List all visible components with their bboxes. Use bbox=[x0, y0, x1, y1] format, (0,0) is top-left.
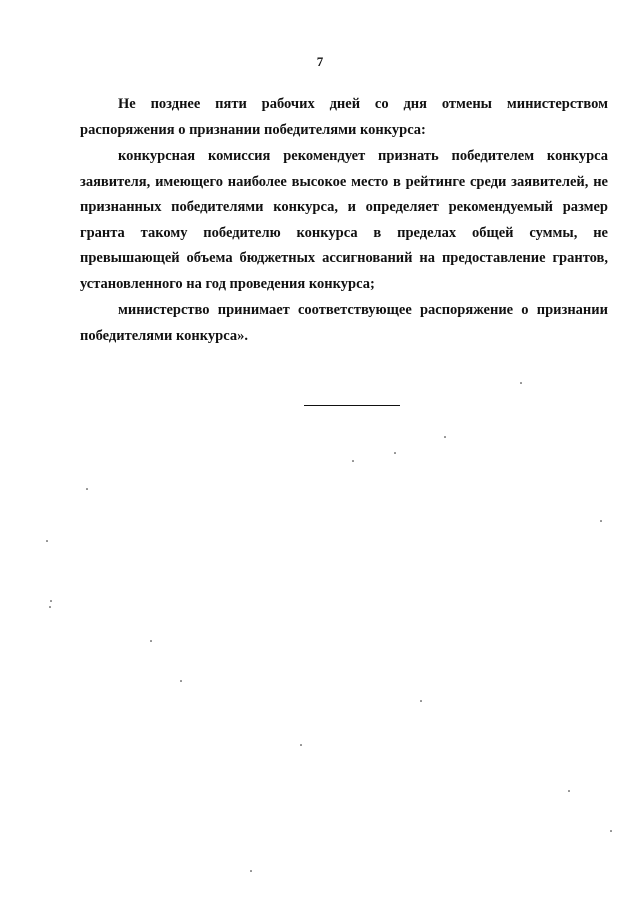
page-number: 7 bbox=[316, 54, 324, 69]
paragraph-commission: конкурсная комиссия рекомендует признать победителем конкурса заявителя, имеющего наиболее высокое место в рейтинге среди заявителей, не признанных победителями конкурса, и определяет рекомендуемый размер гранта такому победителю конкурса в пределах общей суммы, не превышающей объема бюджетных ассигнований на предоставление грантов, установленного на год проведения конкурса; bbox=[80, 148, 608, 292]
end-separator-line bbox=[304, 405, 400, 406]
paragraph-deadline: Не позднее пяти рабочих дней со дня отмены министерством распоряжения о признании победителями конкурса: bbox=[80, 96, 608, 138]
document-body bbox=[80, 92, 608, 349]
paragraph-ministry: министерство принимает соответствующее распоряжение о признании победителями конкурса». bbox=[80, 302, 608, 344]
